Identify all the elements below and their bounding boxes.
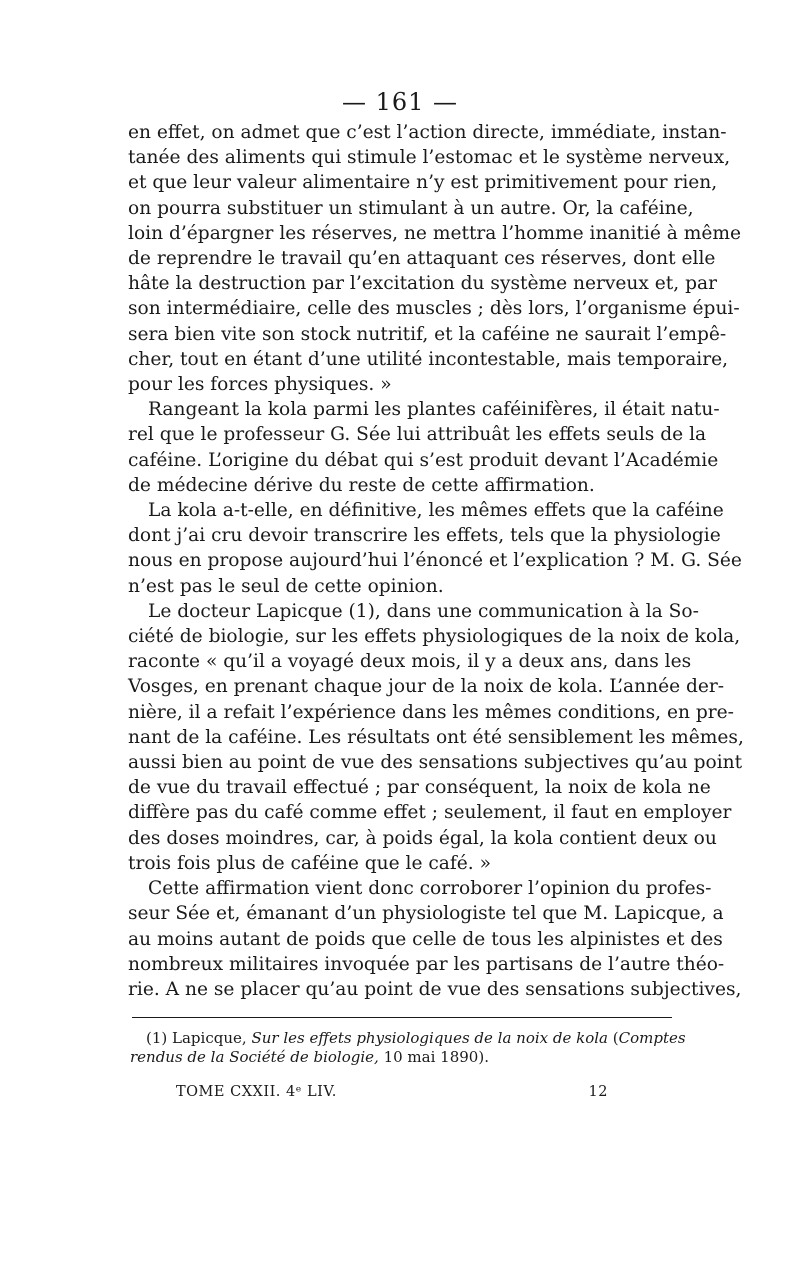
footnote-title: Sur les effets physiologiques de la noix de kola: [251, 1029, 609, 1047]
text-line: cher, tout en étant d’une utilité incontestable, mais temporaire,: [128, 348, 729, 370]
paragraph: [128, 397, 720, 498]
text-line: et que leur valeur alimentaire n’y est primitivement pour rien,: [128, 172, 718, 194]
footnote-line-1: [130, 1029, 686, 1048]
text-line: n’est pas le seul de cette opinion.: [128, 575, 444, 597]
footnote-rule: [132, 1017, 672, 1018]
text-line: Cette affirmation vient donc corroborer l’opinion du profes-: [148, 878, 712, 900]
printer-signature: [176, 1084, 608, 1100]
footnote-line-2: [130, 1048, 675, 1067]
text-line: Vosges, en prenant chaque jour de la noix de kola. L’année der-: [128, 676, 725, 698]
text-line: Le docteur Lapicque (1), dans une communication à la So-: [148, 600, 699, 622]
body-text: [128, 120, 744, 1002]
text-line: nant de la caféine. Les résultats ont été sensiblement les mêmes,: [128, 726, 744, 748]
footnote-source-part-2: rendus de la Société de biologie,: [130, 1048, 379, 1066]
paragraph: [128, 876, 742, 1002]
footnote-source-open: (: [612, 1029, 619, 1047]
volume-mark: TOME CXXII. 4ᵉ LIV.: [176, 1084, 337, 1100]
text-line: des doses moindres, car, à poids égal, la kola contient deux ou: [128, 827, 717, 849]
text-line: ciété de biologie, sur les effets physiologiques de la noix de kola,: [128, 626, 741, 648]
paragraph: [128, 120, 742, 397]
footnote-author: Lapicque,: [172, 1029, 247, 1047]
text-line: sera bien vite son stock nutritif, et la caféine ne saurait l’empê-: [128, 323, 727, 345]
sheet-number: 12: [588, 1084, 608, 1100]
text-line: on pourra substituer un stimulant à un autre. Or, la caféine,: [128, 197, 694, 219]
text-line: son intermédiaire, celle des muscles ; dès lors, l’organisme épui-: [128, 298, 740, 320]
text-line: rel que le professeur G. Sée lui attribuât les effets seuls de la: [128, 424, 707, 446]
text-line: seur Sée et, émanant d’un physiologiste tel que M. Lapicque, a: [128, 903, 724, 925]
footnote-source-part-1: Comptes: [618, 1029, 686, 1047]
text-line: loin d’épargner les réserves, ne mettra l’homme inanitié à même: [128, 222, 742, 244]
text-line: en effet, on admet que c’est l’action directe, immédiate, instan-: [128, 122, 727, 143]
footnotes: [130, 1029, 686, 1067]
text-line: aussi bien au point de vue des sensations subjectives qu’au point: [128, 752, 743, 774]
text-line: nombreux militaires invoquée par les partisans de l’autre théo-: [128, 953, 725, 975]
text-line: pour les forces physiques. »: [128, 374, 392, 396]
paragraph: [128, 599, 744, 876]
text-line: trois fois plus de caféine que le café. »: [128, 852, 491, 874]
text-line: de médecine dérive du reste de cette affirmation.: [128, 474, 595, 496]
text-line: tanée des aliments qui stimule l’estomac et le système nerveux,: [128, 147, 731, 169]
text-line: au moins autant de poids que celle de tous les alpinistes et des: [128, 928, 723, 950]
footnote-date: 10 mai 1890).: [383, 1048, 489, 1066]
text-line: La kola a-t-elle, en définitive, les mêmes effets que la caféine: [148, 500, 724, 522]
text-line: dont j’ai cru devoir transcrire les effets, tels que la physiologie: [128, 525, 721, 547]
text-line: nière, il a refait l’expérience dans les mêmes conditions, en pre-: [128, 701, 734, 723]
text-line: rie. A ne se placer qu’au point de vue des sensations subjectives,: [128, 978, 742, 1000]
footnote-marker: (1): [146, 1029, 168, 1047]
text-line: diffère pas du café comme effet ; seulement, il faut en employer: [128, 802, 732, 824]
text-line: de reprendre le travail qu’en attaquant ces réserves, dont elle: [128, 248, 716, 270]
text-line: raconte « qu’il a voyagé deux mois, il y a deux ans, dans les: [128, 651, 692, 673]
text-line: nous en propose aujourd’hui l’énoncé et l’explication ? M. G. Sée: [128, 550, 742, 572]
text-line: caféine. L’origine du débat qui s’est produit devant l’Académie: [128, 449, 719, 471]
text-line: hâte la destruction par l’excitation du système nerveux et, par: [128, 273, 717, 295]
text-line: Rangeant la kola parmi les plantes caféinifères, il était natu-: [148, 399, 720, 421]
page-number: — 161 —: [341, 88, 459, 116]
paragraph: [128, 498, 742, 599]
text-line: de vue du travail effectué ; par conséquent, la noix de kola ne: [128, 777, 711, 799]
